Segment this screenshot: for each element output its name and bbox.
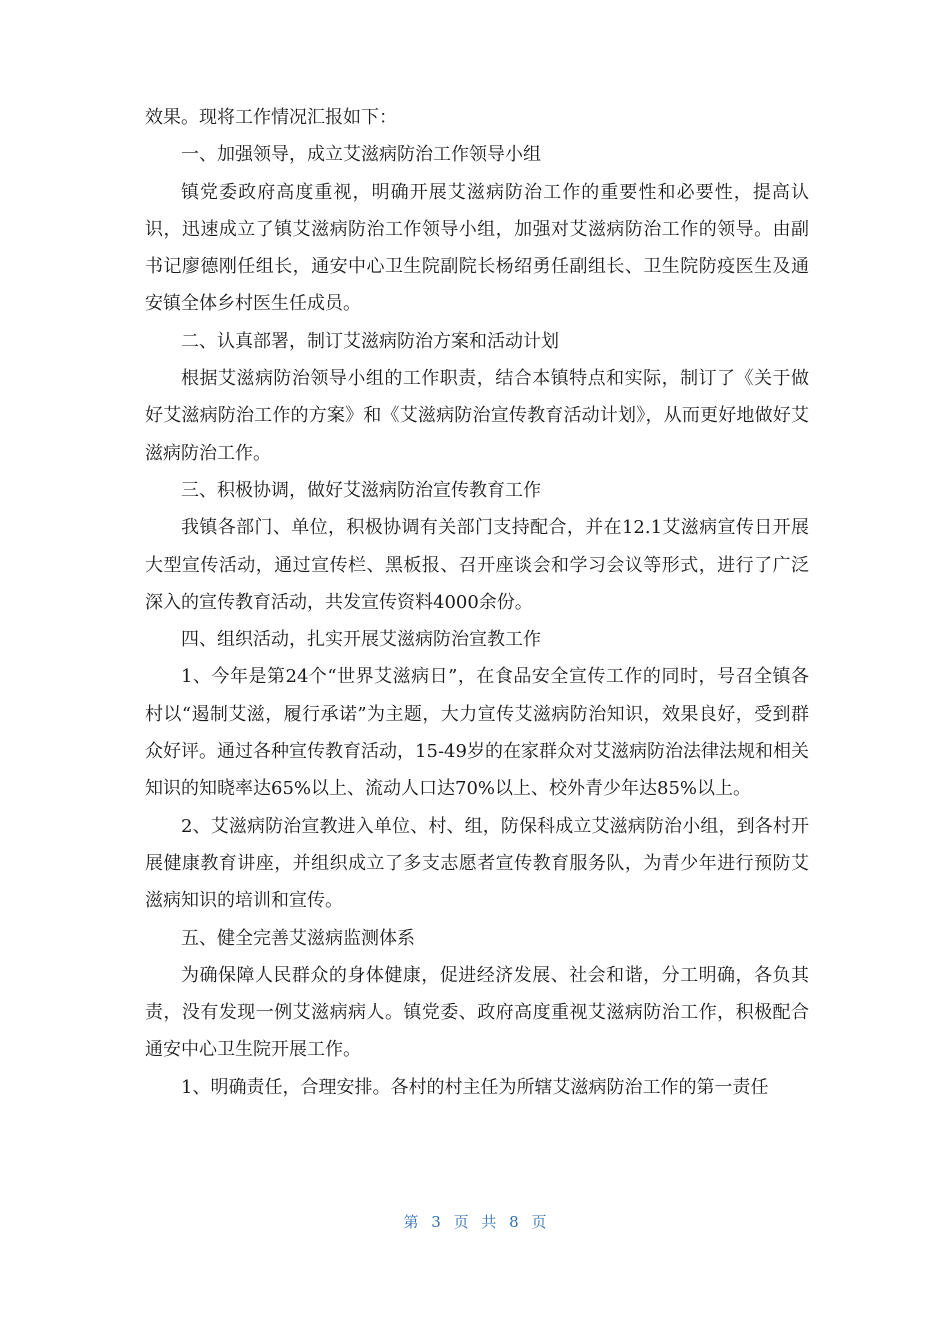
paragraph-4: 根据艾滋病防治领导小组的工作职责，结合本镇特点和实际，制订了《关于做好艾滋病防治工作的方案》和《艾滋病防治宣传教育活动计划》，从而更好地做好艾滋病防治工作。: [145, 368, 809, 464]
document-body: [145, 99, 809, 1106]
paragraph-11: 为确保障人民群众的身体健康，促进经济发展、社会和谐，分工明确，各负其责，没有发现一例艾滋病病人。镇党委、政府高度重视艾滋病防治工作，积极配合通安中心卫生院开展工作。: [145, 964, 809, 1061]
heading-2: 二、认真部署，制订艾滋病防治方案和活动计划: [181, 330, 559, 352]
paragraph-2: 镇党委政府高度重视，明确开展艾滋病防治工作的重要性和必要性，提高认识，迅速成立了镇艾滋病防治工作领导小组，加强对艾滋病防治工作的领导。由副书记廖德刚任组长，通安中心卫生院副院长杨绍勇任副组长、卫生院防疫医生及通安镇全体乡村医生任成员。: [145, 181, 809, 315]
heading-5: 五、健全完善艾滋病监测体系: [181, 927, 415, 949]
paragraph-8: 1、今年是第24个“世界艾滋病日”，在食品安全宣传工作的同时，号召全镇各村以“遏制艾滋，履行承诺”为主题，大力宣传艾滋病防治知识，效果良好，受到群众好评。通过各种宣传教育活动，15-49岁的在家群众对艾滋病防治法律法规和相关知识的知晓率达65%以上、流动人口达70%以上、校外青少年达85%以上。: [145, 666, 809, 800]
page-number-footer: 第 3 页 共 8 页: [403, 1213, 547, 1231]
paragraph-6: 我镇各部门、单位，积极协调有关部门支持配合，并在12.1艾滋病宣传日开展大型宣传活动，通过宣传栏、黑板报、召开座谈会和学习会议等形式，进行了广泛深入的宣传教育活动，共发宣传资料4000余份。: [145, 517, 809, 613]
paragraph-0: 效果。现将工作情况汇报如下：: [145, 107, 397, 128]
heading-1: 一、加强领导，成立艾滋病防治工作领导小组: [181, 144, 541, 166]
heading-3: 三、积极协调，做好艾滋病防治宣传教育工作: [181, 479, 541, 501]
paragraph-9: 2、艾滋病防治宣教进入单位、村、组，防保科成立艾滋病防治小组，到各村开展健康教育讲座，并组织成立了多支志愿者宣传教育服务队，为青少年进行预防艾滋病知识的培训和宣传。: [145, 815, 809, 912]
paragraph-12: 1、明确责任，合理安排。各村的村主任为所辖艾滋病防治工作的第一责任: [181, 1076, 769, 1098]
heading-4: 四、组织活动，扎实开展艾滋病防治宣教工作: [181, 629, 541, 651]
